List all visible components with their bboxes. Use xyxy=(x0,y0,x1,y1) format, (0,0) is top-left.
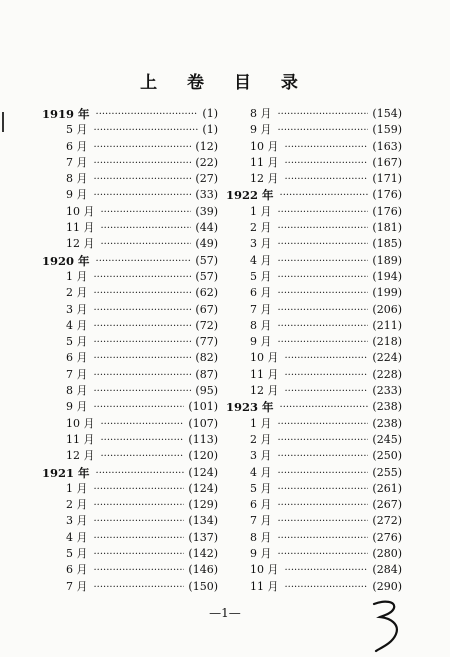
toc-entry-label: 11 月 xyxy=(250,367,279,381)
toc-entry-label: 2 月 xyxy=(66,498,88,512)
toc-entry-label: 1920 年 xyxy=(42,253,90,268)
toc-entry-page: (146) xyxy=(188,563,218,577)
toc-entry-label: 3 月 xyxy=(250,449,272,463)
toc-entry-label: 9 月 xyxy=(250,123,272,137)
toc-year-entry[interactable] xyxy=(42,106,218,122)
toc-entry-page: (167) xyxy=(372,155,402,169)
toc-entry-page: (49) xyxy=(195,237,218,251)
toc-entry-label: 8 月 xyxy=(250,107,272,120)
toc-month-entry[interactable] xyxy=(42,530,218,546)
toc-leader-dots xyxy=(278,106,369,122)
toc-leader-dots xyxy=(101,432,185,448)
toc-year-entry[interactable] xyxy=(226,187,402,203)
toc-entry-page: (95) xyxy=(195,384,218,398)
toc-entry-label: 11 月 xyxy=(66,221,95,235)
toc-leader-dots xyxy=(278,448,369,464)
toc-leader-dots xyxy=(285,562,369,578)
toc-entry-page: (137) xyxy=(188,530,218,544)
toc-month-entry[interactable] xyxy=(42,383,218,399)
toc-leader-dots xyxy=(285,139,369,155)
toc-entry-page: (185) xyxy=(372,237,402,251)
toc-month-entry[interactable] xyxy=(42,220,218,236)
toc-entry-page: (181) xyxy=(372,221,402,235)
toc-entry-page: (142) xyxy=(188,547,218,561)
toc-entry-page: (206) xyxy=(372,302,402,316)
toc-entry-label: 10 月 xyxy=(250,351,279,365)
toc-entry-label: 9 月 xyxy=(66,400,88,414)
toc-leader-dots xyxy=(94,334,192,350)
toc-entry-page: (33) xyxy=(195,188,218,202)
toc-entry-page: (57) xyxy=(195,253,218,267)
toc-leader-dots xyxy=(285,367,369,383)
toc-leader-dots xyxy=(94,122,199,138)
toc-entry-page: (228) xyxy=(372,367,402,381)
toc-month-entry[interactable] xyxy=(42,350,218,366)
toc-entry-label: 1 月 xyxy=(66,269,88,283)
toc-entry-page: (39) xyxy=(195,204,218,218)
toc-month-entry[interactable] xyxy=(226,497,402,513)
toc-leader-dots xyxy=(278,416,369,432)
toc-entry-label: 1919 年 xyxy=(42,107,90,121)
toc-month-entry[interactable] xyxy=(42,318,218,334)
toc-leader-dots xyxy=(285,383,369,399)
toc-entry-page: (154) xyxy=(372,107,402,120)
toc-entry-page: (134) xyxy=(188,514,218,528)
toc-month-entry[interactable] xyxy=(42,562,218,578)
handwritten-mark-icon xyxy=(370,598,406,654)
toc-month-entry[interactable] xyxy=(226,204,402,220)
toc-entry-label: 5 月 xyxy=(66,123,88,137)
toc-month-entry[interactable] xyxy=(226,530,402,546)
toc-entry-label: 2 月 xyxy=(250,432,272,446)
toc-entry-label: 3 月 xyxy=(66,514,88,528)
toc-leader-dots xyxy=(278,269,369,285)
toc-entry-label: 12 月 xyxy=(250,384,279,398)
toc-entry-page: (238) xyxy=(372,416,402,430)
toc-leader-dots xyxy=(278,530,369,546)
toc-leader-dots xyxy=(278,334,369,350)
toc-entry-page: (284) xyxy=(372,563,402,577)
toc-leader-dots xyxy=(285,350,369,366)
toc-leader-dots xyxy=(94,171,192,187)
toc-entry-page: (238) xyxy=(372,400,402,414)
toc-month-entry[interactable] xyxy=(226,350,402,366)
toc-leader-dots xyxy=(278,204,369,220)
toc-entry-label: 12 月 xyxy=(66,237,95,251)
page-number: —1— xyxy=(209,606,241,620)
toc-leader-dots xyxy=(94,579,185,595)
toc-entry-page: (261) xyxy=(372,481,402,495)
toc-month-entry[interactable] xyxy=(226,432,402,448)
toc-month-entry[interactable] xyxy=(226,546,402,562)
toc-leader-dots xyxy=(94,399,185,415)
toc-entry-label: 12 月 xyxy=(250,172,279,186)
toc-leader-dots xyxy=(101,416,185,432)
toc-leader-dots xyxy=(96,106,199,122)
toc-leader-dots xyxy=(280,187,369,203)
toc-entry-page: (62) xyxy=(195,286,218,300)
toc-entry-page: (272) xyxy=(372,514,402,528)
toc-leader-dots xyxy=(94,513,185,529)
toc-entry-page: (82) xyxy=(195,351,218,365)
toc-month-entry[interactable] xyxy=(42,416,218,432)
toc-entry-page: (250) xyxy=(372,449,402,463)
toc-leader-dots xyxy=(278,432,369,448)
toc-entry-page: (113) xyxy=(188,432,218,446)
toc-leader-dots xyxy=(278,497,369,513)
toc-year-entry[interactable] xyxy=(42,253,218,269)
toc-entry-page: (77) xyxy=(195,335,218,349)
toc-year-entry[interactable] xyxy=(226,399,402,415)
toc-month-entry[interactable] xyxy=(42,448,218,464)
toc-leader-dots xyxy=(96,465,185,481)
toc-entry-page: (22) xyxy=(195,155,218,169)
toc-entry-label: 1921 年 xyxy=(42,465,90,480)
toc-title: 上 卷 目 录 xyxy=(140,73,310,93)
toc-month-entry[interactable] xyxy=(42,187,218,203)
toc-left-column xyxy=(42,106,218,595)
toc-entry-label: 9 月 xyxy=(250,335,272,349)
toc-year-entry[interactable] xyxy=(42,465,218,481)
toc-entry-page: (67) xyxy=(195,302,218,316)
toc-month-entry[interactable] xyxy=(42,285,218,301)
toc-month-entry[interactable] xyxy=(226,334,402,350)
toc-leader-dots xyxy=(94,318,192,334)
toc-leader-dots xyxy=(285,155,369,171)
toc-leader-dots xyxy=(278,481,369,497)
toc-entry-page: (12) xyxy=(195,139,218,153)
toc-leader-dots xyxy=(278,236,369,252)
toc-leader-dots xyxy=(278,285,369,301)
toc-entry-page: (233) xyxy=(372,384,402,398)
toc-entry-label: 1 月 xyxy=(66,481,88,495)
toc-entry-label: 1 月 xyxy=(250,416,272,430)
toc-entry-label: 8 月 xyxy=(66,384,88,398)
toc-month-entry[interactable] xyxy=(42,204,218,220)
toc-leader-dots xyxy=(96,253,192,269)
toc-leader-dots xyxy=(278,465,369,481)
toc-leader-dots xyxy=(278,253,369,269)
toc-month-entry[interactable] xyxy=(226,155,402,171)
toc-entry-page: (224) xyxy=(372,351,402,365)
toc-entry-label: 12 月 xyxy=(66,449,95,463)
toc-entry-page: (101) xyxy=(188,400,218,414)
toc-month-entry[interactable] xyxy=(226,253,402,269)
toc-entry-page: (120) xyxy=(188,449,218,463)
toc-right-column xyxy=(226,106,402,595)
toc-month-entry[interactable] xyxy=(226,106,402,122)
toc-entry-page: (72) xyxy=(195,318,218,332)
toc-month-entry[interactable] xyxy=(42,497,218,513)
toc-entry-page: (245) xyxy=(372,432,402,446)
toc-entry-label: 5 月 xyxy=(250,481,272,495)
toc-leader-dots xyxy=(94,546,185,562)
toc-month-entry[interactable] xyxy=(226,579,402,595)
toc-entry-label: 1922 年 xyxy=(226,188,274,203)
toc-entry-label: 11 月 xyxy=(66,432,95,446)
toc-entry-label: 11 月 xyxy=(250,579,279,593)
toc-entry-page: (290) xyxy=(372,579,402,593)
toc-entry-label: 6 月 xyxy=(66,139,88,153)
toc-entry-page: (57) xyxy=(195,269,218,283)
toc-month-entry[interactable] xyxy=(42,155,218,171)
toc-entry-label: 8 月 xyxy=(250,318,272,332)
toc-leader-dots xyxy=(94,530,185,546)
toc-entry-label: 1 月 xyxy=(250,204,272,218)
toc-leader-dots xyxy=(101,448,185,464)
toc-entry-page: (211) xyxy=(372,318,402,332)
toc-entry-page: (27) xyxy=(195,172,218,186)
toc-leader-dots xyxy=(94,497,185,513)
toc-entry-page: (129) xyxy=(188,498,218,512)
toc-entry-label: 10 月 xyxy=(250,139,279,153)
toc-entry-page: (176) xyxy=(372,204,402,218)
toc-month-entry[interactable] xyxy=(226,122,402,138)
toc-month-entry[interactable] xyxy=(42,334,218,350)
toc-entry-page: (163) xyxy=(372,139,402,153)
toc-leader-dots xyxy=(280,399,369,415)
toc-entry-page: (189) xyxy=(372,253,402,267)
toc-entry-label: 5 月 xyxy=(66,335,88,349)
toc-entry-label: 6 月 xyxy=(66,563,88,577)
toc-month-entry[interactable] xyxy=(226,220,402,236)
toc-month-entry[interactable] xyxy=(42,367,218,383)
toc-leader-dots xyxy=(101,236,192,252)
toc-month-entry[interactable] xyxy=(42,122,218,138)
toc-entry-page: (276) xyxy=(372,530,402,544)
toc-entry-page: (176) xyxy=(372,188,402,202)
toc-entry-page: (194) xyxy=(372,269,402,283)
toc-entry-label: 6 月 xyxy=(250,286,272,300)
toc-entry-label: 3 月 xyxy=(66,302,88,316)
toc-entry-label: 7 月 xyxy=(250,514,272,528)
toc-leader-dots xyxy=(94,562,185,578)
toc-month-entry[interactable] xyxy=(226,513,402,529)
toc-leader-dots xyxy=(278,318,369,334)
toc-leader-dots xyxy=(94,269,192,285)
toc-entry-page: (124) xyxy=(188,481,218,495)
toc-entry-label: 2 月 xyxy=(250,221,272,235)
toc-entry-page: (107) xyxy=(188,416,218,430)
toc-entry-label: 11 月 xyxy=(250,155,279,169)
toc-leader-dots xyxy=(285,579,369,595)
toc-entry-label: 9 月 xyxy=(66,188,88,202)
toc-leader-dots xyxy=(278,546,369,562)
toc-entry-label: 4 月 xyxy=(250,465,272,479)
toc-leader-dots xyxy=(278,302,369,318)
toc-leader-dots xyxy=(94,302,192,318)
toc-month-entry[interactable] xyxy=(226,416,402,432)
toc-entry-label: 5 月 xyxy=(66,547,88,561)
toc-entry-label: 3 月 xyxy=(250,237,272,251)
toc-month-entry[interactable] xyxy=(42,481,218,497)
toc-month-entry[interactable] xyxy=(42,302,218,318)
toc-entry-label: 4 月 xyxy=(250,253,272,267)
toc-entry-label: 7 月 xyxy=(66,155,88,169)
toc-entry-page: (150) xyxy=(188,579,218,593)
toc-leader-dots xyxy=(94,350,192,366)
toc-entry-label: 7 月 xyxy=(66,367,88,381)
toc-month-entry[interactable] xyxy=(226,285,402,301)
toc-entry-page: (1) xyxy=(202,123,218,137)
toc-entry-page: (267) xyxy=(372,498,402,512)
toc-entry-page: (1) xyxy=(202,107,218,120)
toc-entry-page: (280) xyxy=(372,547,402,561)
toc-month-entry[interactable] xyxy=(226,318,402,334)
toc-month-entry[interactable] xyxy=(226,562,402,578)
toc-month-entry[interactable] xyxy=(42,139,218,155)
toc-month-entry[interactable] xyxy=(226,269,402,285)
toc-entry-label: 2 月 xyxy=(66,286,88,300)
toc-entry-page: (44) xyxy=(195,221,218,235)
margin-ink-mark xyxy=(2,112,4,132)
toc-leader-dots xyxy=(278,220,369,236)
toc-entry-label: 7 月 xyxy=(66,579,88,593)
toc-entry-page: (255) xyxy=(372,465,402,479)
toc-entry-label: 7 月 xyxy=(250,302,272,316)
toc-month-entry[interactable] xyxy=(42,171,218,187)
toc-month-entry[interactable] xyxy=(226,383,402,399)
toc-entry-label: 10 月 xyxy=(250,563,279,577)
toc-entry-page: (87) xyxy=(195,367,218,381)
toc-entry-page: (199) xyxy=(372,286,402,300)
toc-month-entry[interactable] xyxy=(226,481,402,497)
toc-month-entry[interactable] xyxy=(226,171,402,187)
toc-entry-page: (171) xyxy=(372,172,402,186)
toc-leader-dots xyxy=(94,187,192,203)
toc-leader-dots xyxy=(94,155,192,171)
toc-entry-label: 8 月 xyxy=(250,530,272,544)
toc-month-entry[interactable] xyxy=(226,236,402,252)
toc-leader-dots xyxy=(285,171,369,187)
toc-leader-dots xyxy=(278,513,369,529)
toc-entry-label: 6 月 xyxy=(250,498,272,512)
toc-leader-dots xyxy=(101,204,192,220)
toc-entry-label: 6 月 xyxy=(66,351,88,365)
toc-month-entry[interactable] xyxy=(226,367,402,383)
toc-entry-label: 10 月 xyxy=(66,204,95,218)
toc-month-entry[interactable] xyxy=(226,302,402,318)
toc-month-entry[interactable] xyxy=(226,465,402,481)
toc-month-entry[interactable] xyxy=(42,513,218,529)
toc-leader-dots xyxy=(94,139,192,155)
toc-leader-dots xyxy=(94,367,192,383)
toc-month-entry[interactable] xyxy=(42,236,218,252)
toc-month-entry[interactable] xyxy=(42,546,218,562)
toc-entry-page: (124) xyxy=(188,465,218,479)
toc-leader-dots xyxy=(94,383,192,399)
toc-leader-dots xyxy=(94,285,192,301)
toc-month-entry[interactable] xyxy=(42,399,218,415)
toc-entry-label: 9 月 xyxy=(250,547,272,561)
toc-leader-dots xyxy=(278,122,369,138)
toc-leader-dots xyxy=(94,481,185,497)
toc-month-entry[interactable] xyxy=(42,269,218,285)
toc-entry-label: 5 月 xyxy=(250,269,272,283)
toc-entry-label: 8 月 xyxy=(66,172,88,186)
toc-entry-page: (218) xyxy=(372,335,402,349)
toc-month-entry[interactable] xyxy=(42,432,218,448)
toc-month-entry[interactable] xyxy=(226,448,402,464)
toc-month-entry[interactable] xyxy=(226,139,402,155)
toc-entry-label: 4 月 xyxy=(66,530,88,544)
toc-leader-dots xyxy=(101,220,192,236)
toc-entry-page: (159) xyxy=(372,123,402,137)
toc-entry-label: 10 月 xyxy=(66,416,95,430)
toc-entry-label: 1923 年 xyxy=(226,400,274,415)
toc-entry-label: 4 月 xyxy=(66,318,88,332)
toc-month-entry[interactable] xyxy=(42,579,218,595)
